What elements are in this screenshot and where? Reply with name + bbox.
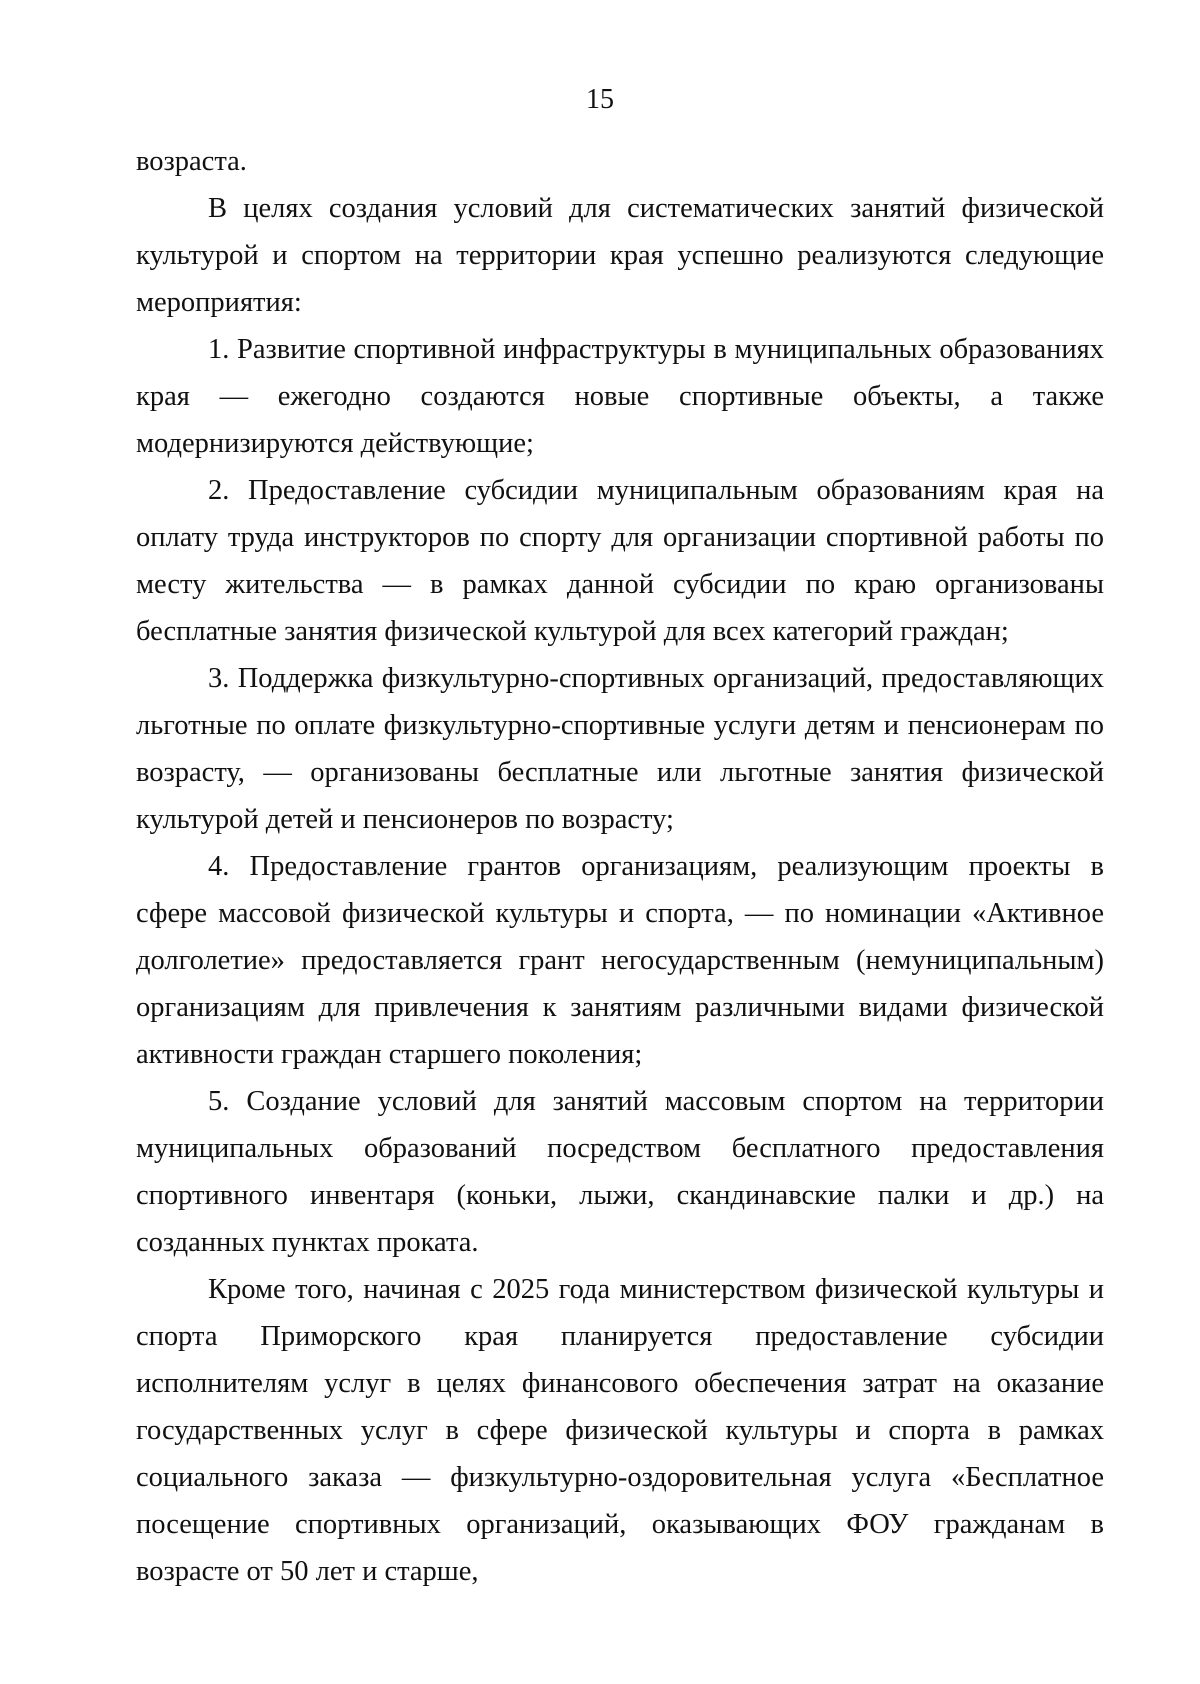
list-item-3: 3. Поддержка физкультурно-спортивных организаций, предоставляющих льготные по оплате физкультурно-спортивные услуги детям и пенсионерам по возрасту, — организованы бесплатные или льготные занятия физической культурой детей и пенсионеров по возрасту;: [136, 663, 1104, 835]
document-body: [136, 138, 1104, 1595]
list-item-5: 5. Создание условий для занятий массовым спортом на территории муниципальных образований посредством бесплатного предоставления спортивного инвентаря (коньки, лыжи, скандинавские палки и др.) на созданных пунктах проката.: [136, 1086, 1104, 1258]
list-item-1: 1. Развитие спортивной инфраструктуры в муниципальных образованиях края — ежегодно создаются новые спортивные объекты, а также модернизируются действующие;: [136, 334, 1104, 459]
paragraph-intro: В целях создания условий для систематических занятий физической культурой и спортом на территории края успешно реализуются следующие мероприятия:: [136, 193, 1104, 318]
list-item-2: 2. Предоставление субсидии муниципальным образованиям края на оплату труда инструкторов по спорту для организации спортивной работы по месту жительства — в рамках данной субсидии по краю организованы бесплатные занятия физической культурой для всех категорий граждан;: [136, 475, 1104, 647]
list-item-4: 4. Предоставление грантов организациям, реализующим проекты в сфере массовой физической культуры и спорта, — по номинации «Активное долголетие» предоставляется грант негосударственным (немуниципальным) организациям для привлечения к занятиям различными видами физической активности граждан старшего поколения;: [136, 851, 1104, 1070]
page-number: 15: [586, 84, 614, 115]
paragraph-additional: Кроме того, начиная с 2025 года министерством физической культуры и спорта Приморского края планируется предоставление субсидии исполнителям услуг в целях финансового обеспечения затрат на оказание государственных услуг в сфере физической культуры и спорта в рамках социального заказа — физкультурно-оздоровительная услуга «Бесплатное посещение спортивных организаций, оказывающих ФОУ гражданам в возрасте от 50 лет и старше,: [136, 1274, 1104, 1587]
paragraph-continuation: возраста.: [136, 146, 247, 177]
